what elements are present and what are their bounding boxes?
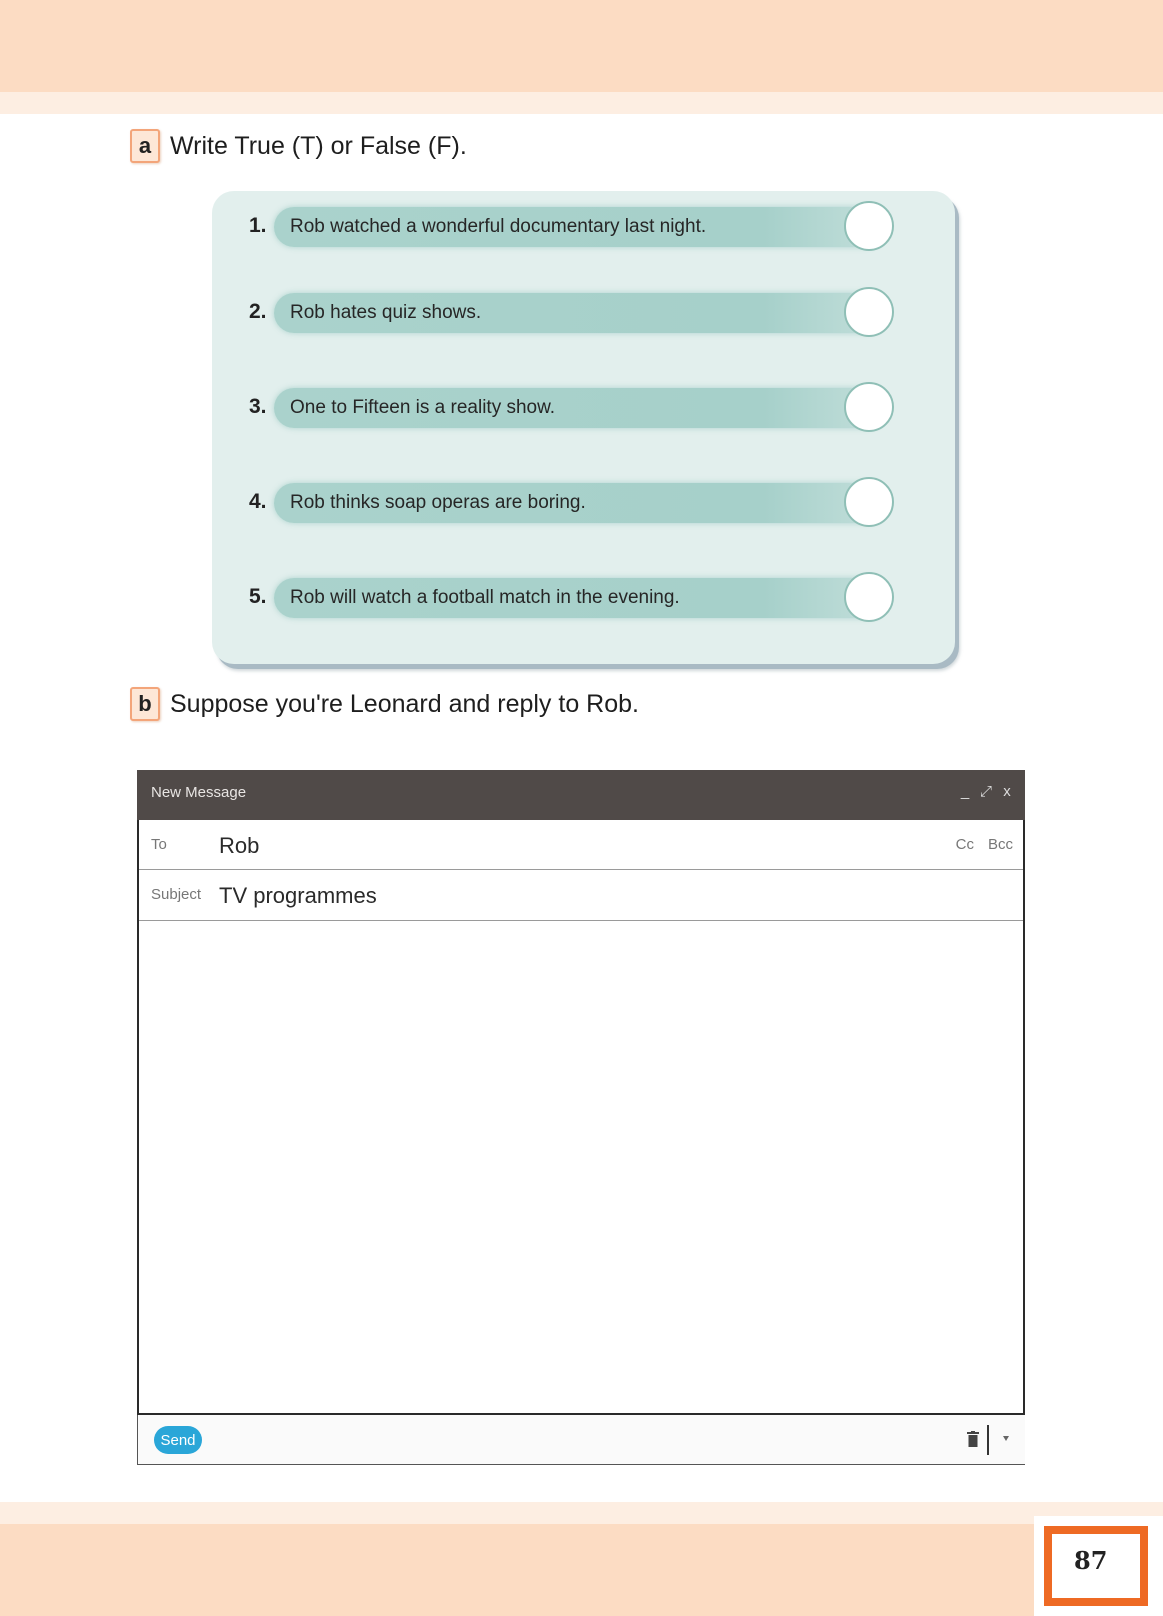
send-button[interactable]: Send: [154, 1426, 202, 1454]
statement-text: Rob hates quiz shows.: [290, 302, 482, 323]
email-compose-window: [137, 770, 1025, 1465]
close-icon[interactable]: x: [1003, 783, 1011, 800]
tf-item: [212, 476, 955, 532]
subject-field[interactable]: TV programmes: [219, 883, 377, 908]
statement-text: Rob thinks soap operas are boring.: [290, 492, 586, 513]
trash-icon[interactable]: [967, 1431, 979, 1447]
item-number: 1.: [249, 214, 267, 237]
section-a-instruction: Write True (T) or False (F).: [170, 131, 467, 160]
section-a-badge: a: [130, 129, 160, 163]
statement-text: Rob will watch a football match in the evening.: [290, 587, 680, 608]
statement-text: Rob watched a wonderful documentary last night.: [290, 216, 707, 237]
to-row[interactable]: [139, 820, 1023, 870]
tf-item: [212, 571, 955, 627]
minimize-icon[interactable]: _: [960, 783, 970, 800]
bottom-band-light: [0, 1502, 1163, 1524]
answer-circle[interactable]: [844, 287, 894, 337]
item-number: 3.: [249, 395, 267, 418]
top-band-light: [0, 92, 1163, 114]
window-controls: [959, 783, 1013, 800]
email-body-frame: [137, 820, 1025, 1415]
footer-divider: [987, 1425, 989, 1455]
answer-circle[interactable]: [844, 201, 894, 251]
bcc-link[interactable]: Bcc: [987, 836, 1013, 853]
to-field[interactable]: Rob: [219, 833, 260, 858]
section-a-heading: [130, 128, 467, 164]
to-label: To: [151, 836, 167, 853]
section-b-badge: b: [130, 687, 160, 721]
page-number: 87: [1074, 1546, 1108, 1575]
email-footer: [137, 1415, 1025, 1465]
statement-text: One to Fifteen is a reality show.: [290, 397, 556, 418]
chevron-down-icon[interactable]: [1001, 1435, 1011, 1443]
tf-item: [212, 200, 955, 256]
bottom-band: [0, 1524, 1163, 1616]
tf-item: [212, 381, 955, 437]
answer-circle[interactable]: [844, 477, 894, 527]
section-b-heading: [130, 686, 639, 722]
message-body-area[interactable]: [139, 922, 1023, 1413]
subject-label: Subject: [151, 886, 202, 903]
expand-icon[interactable]: ⤢: [980, 783, 993, 800]
item-number: 4.: [249, 490, 267, 513]
page-number-box: [1044, 1526, 1148, 1606]
tf-item: [212, 286, 955, 342]
section-b-instruction: Suppose you're Leonard and reply to Rob.: [170, 689, 639, 718]
answer-circle[interactable]: [844, 382, 894, 432]
item-number: 2.: [249, 300, 267, 323]
subject-row[interactable]: [139, 870, 1023, 921]
answer-circle[interactable]: [844, 572, 894, 622]
cc-link[interactable]: Cc: [955, 836, 974, 853]
true-false-card: [212, 191, 955, 664]
item-number: 5.: [249, 585, 267, 608]
window-title: New Message: [151, 784, 247, 801]
email-titlebar: [137, 770, 1025, 820]
cc-bcc-links: [956, 836, 1013, 853]
top-band: [0, 0, 1163, 92]
